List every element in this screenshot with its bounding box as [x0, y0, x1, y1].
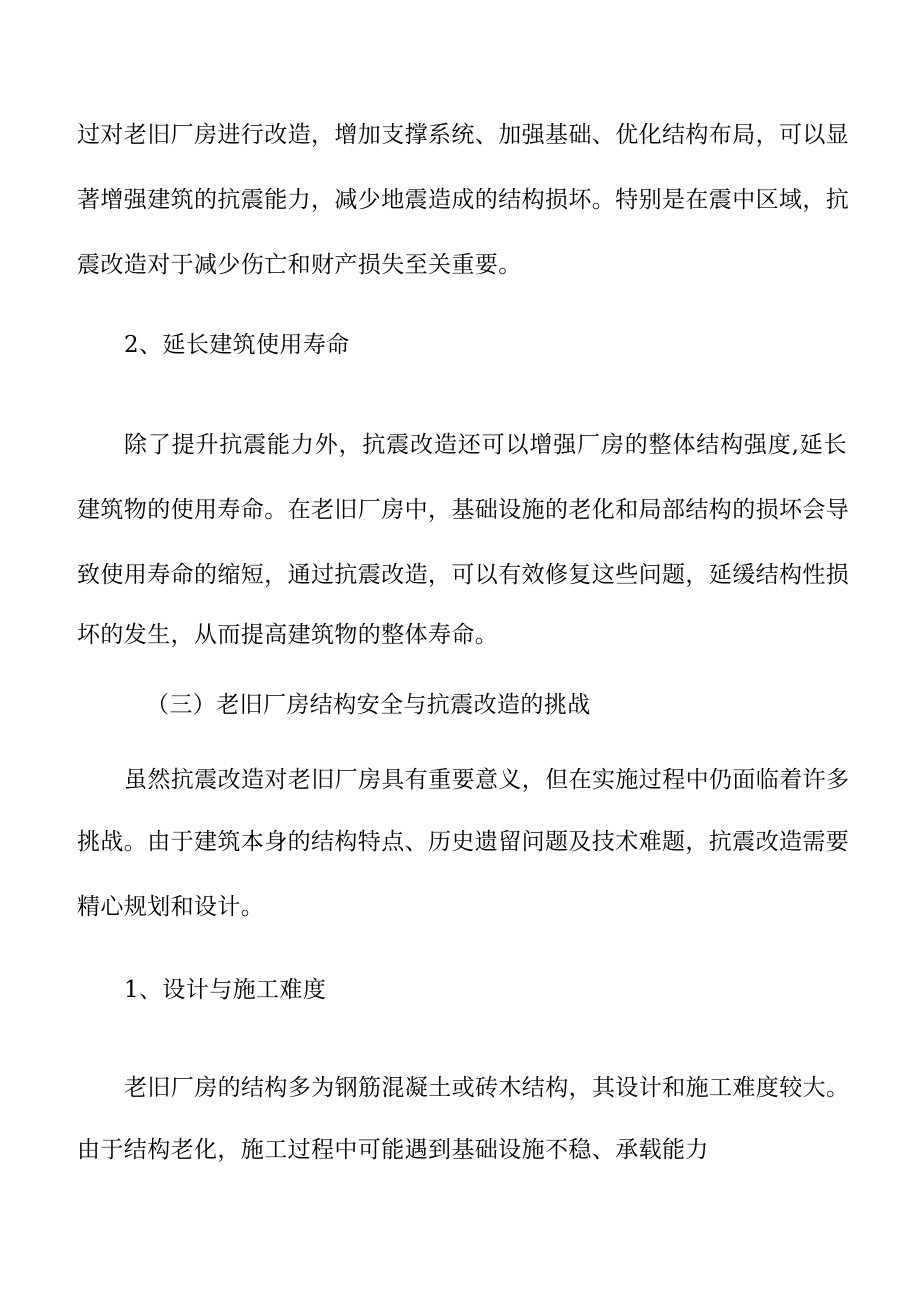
paragraph-2-line-1: 除了提升抗震能力外，抗震改造还可以增强厂房的整体结构强度,延长	[124, 432, 847, 458]
section-heading-extend-lifespan: 2、延长建筑使用寿命	[124, 332, 350, 358]
paragraph-1-line-3: 震改造对于减少伤亡和财产损失至关重要。	[77, 252, 522, 278]
paragraph-2-line-2: 建筑物的使用寿命。在老旧厂房中，基础设施的老化和局部结构的损坏会导	[77, 497, 850, 523]
paragraph-3-line-1: 虽然抗震改造对老旧厂房具有重要意义，但在实施过程中仍面临着许多	[124, 767, 850, 793]
section-heading-design-difficulty: 1、设计与施工难度	[124, 977, 327, 1003]
paragraph-3-line-2: 挑战。由于建筑本身的结构特点、历史遗留问题及技术难题，抗震改造需要	[77, 829, 850, 855]
paragraph-1-line-2: 著增强建筑的抗震能力，减少地震造成的结构损坏。特别是在震中区域，抗	[77, 187, 850, 213]
paragraph-4-line-1: 老旧厂房的结构多为钢筋混凝土或砖木结构，其设计和施工难度较大。	[124, 1075, 850, 1101]
paragraph-2-line-4: 坏的发生，从而提高建筑物的整体寿命。	[77, 622, 499, 648]
section-heading-challenges: （三）老旧厂房结构安全与抗震改造的挑战	[146, 692, 591, 718]
paragraph-4-line-2: 由于结构老化，施工过程中可能遇到基础设施不稳、承载能力	[77, 1137, 709, 1163]
paragraph-1-line-1: 过对老旧厂房进行改造，增加支撑系统、加强基础、优化结构布局，可以显	[77, 122, 850, 148]
paragraph-2-line-3: 致使用寿命的缩短，通过抗震改造，可以有效修复这些问题，延缓结构性损	[77, 562, 850, 588]
paragraph-3-line-3: 精心规划和设计。	[77, 894, 265, 920]
